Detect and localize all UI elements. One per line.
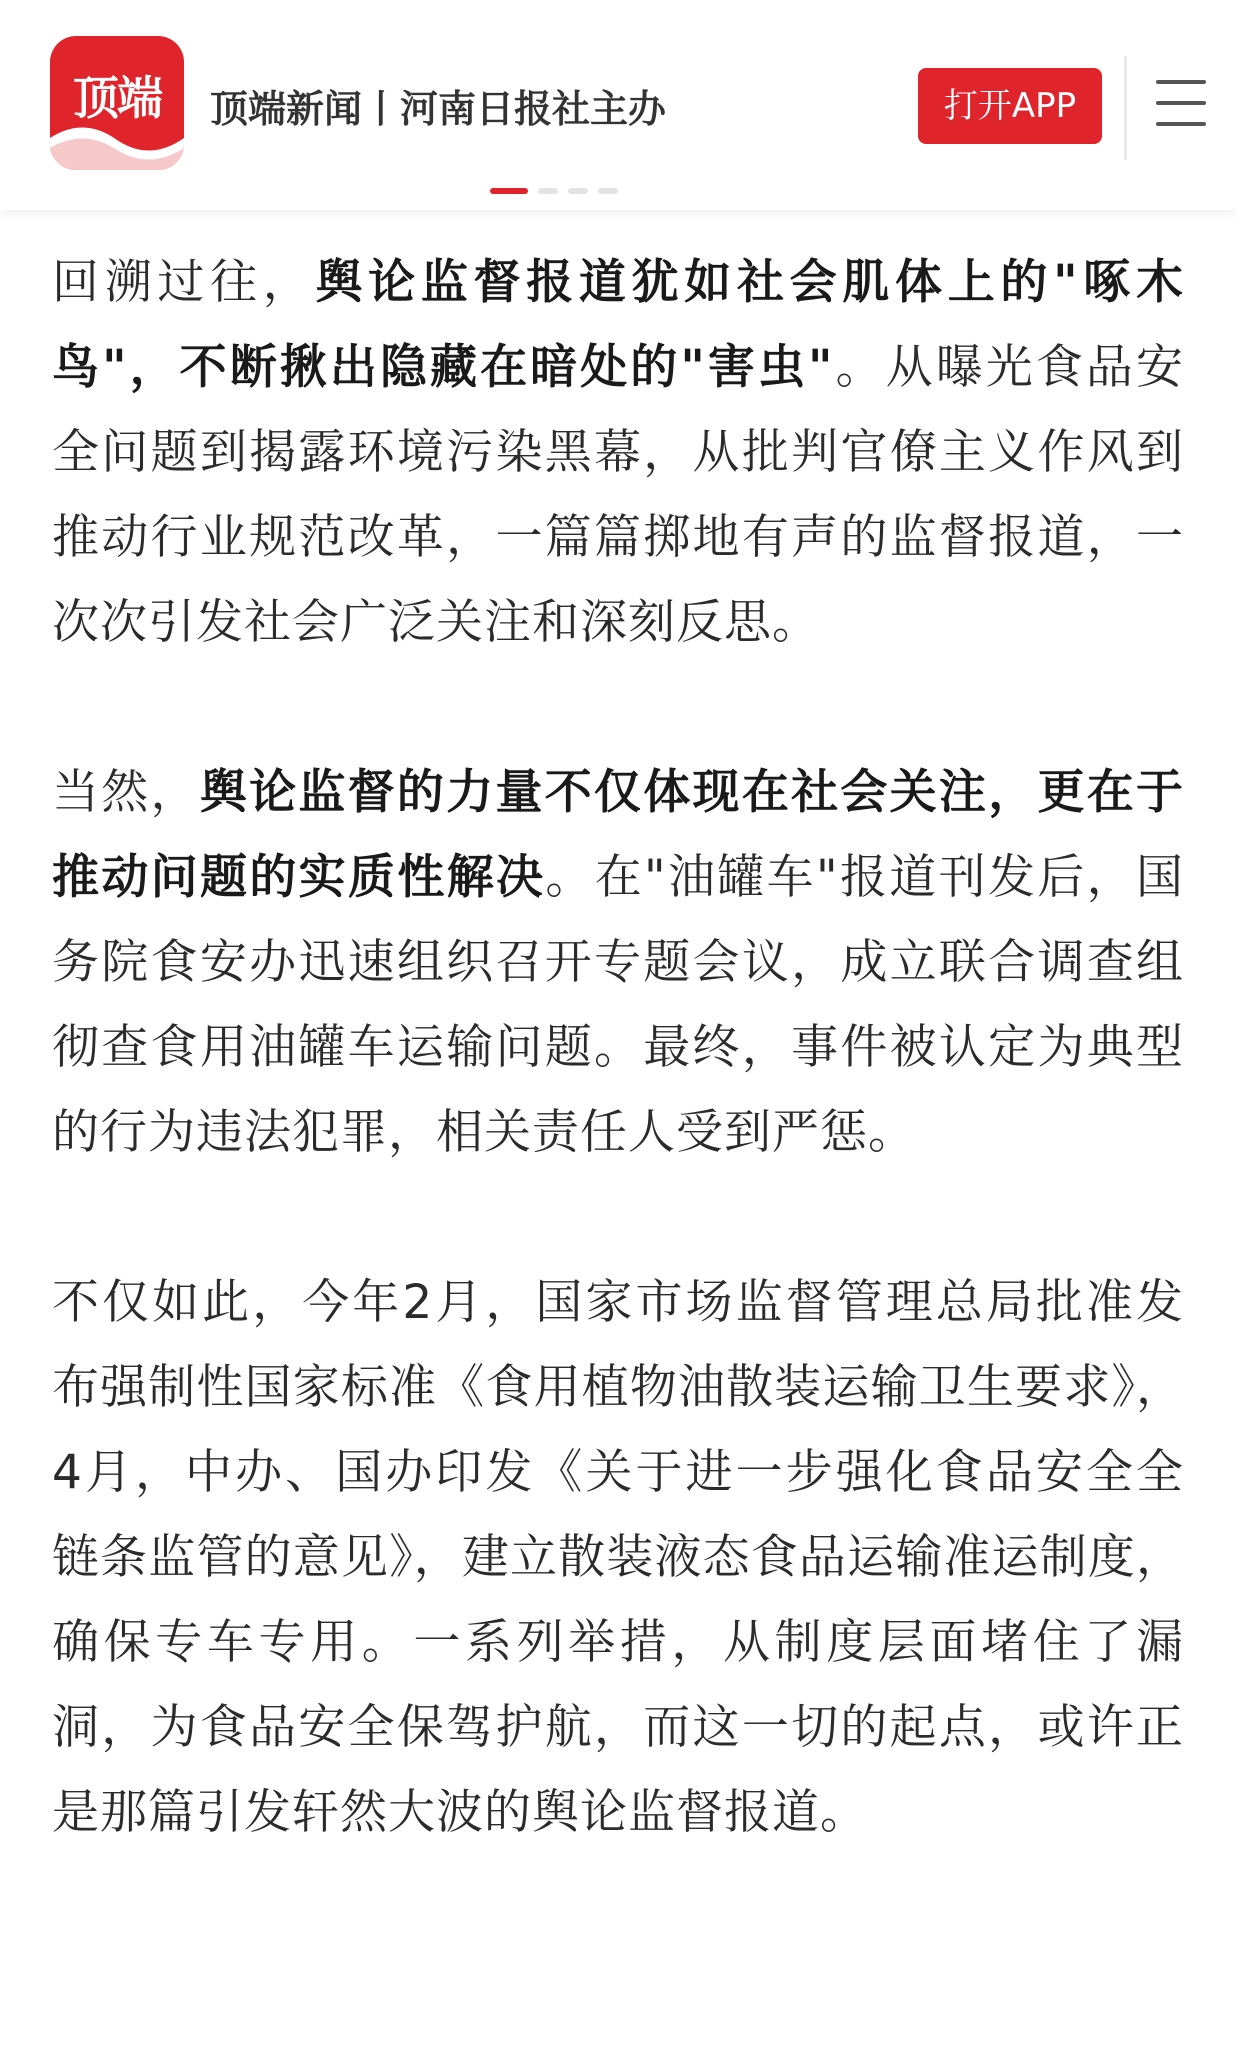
paragraph-text: 。在"油罐车"报道刊发后，国务院食安办迅速组织召开专题会议，成立联合调查组彻查食用油罐车运输问题。最终，事件被认定为典型的行为违法犯罪，相关责任人受到严惩。	[52, 850, 1184, 1160]
brand-title: 顶端新闻丨河南日报社主办	[210, 86, 667, 131]
carousel-dot-active[interactable]	[490, 188, 528, 194]
menu-icon[interactable]	[1156, 80, 1206, 126]
header-divider	[1124, 56, 1127, 160]
paragraph-bold-highlight: 舆论监督的力量不仅体现在社会关注，更在于推动问题的实质性解决	[52, 765, 1185, 905]
paragraph-lead: 当然，	[52, 765, 200, 820]
paragraph-text: 。从曝光食品安全问题到揭露环境污染黑幕，从批判官僚主义作风到推动行业规范改革，一篇篇掷地有声的监督报道，一次次引发社会广泛关注和深刻反思。	[52, 340, 1184, 650]
paragraph-bold-highlight: 舆论监督报道犹如社会肌体上的"啄木鸟"，不断揪出隐藏在暗处的"害虫"	[52, 255, 1184, 395]
paragraph-text: 不仅如此，今年2月，国家市场监督管理总局批准发布强制性国家标准《食用植物油散装运输卫生要求》，4月，中办、国办印发《关于进一步强化食品安全全链条监管的意见》，建立散装液态食品运输准运制度，确保专车专用。一系列举措，从制度层面堵住了漏洞，为食品安全保驾护航，而这一切的起点，或许正是那篇引发轩然大波的舆论监督报道。	[52, 1275, 1184, 1840]
article-paragraph-3	[52, 1260, 1184, 1855]
logo-wave-icon	[50, 114, 184, 170]
top-bar	[0, 0, 1236, 210]
logo-text: 顶端	[73, 71, 161, 125]
paragraph-lead: 回溯过往，	[52, 255, 316, 310]
carousel-dot[interactable]	[538, 188, 558, 194]
article-paragraph-1	[52, 240, 1184, 665]
carousel-dot[interactable]	[598, 188, 618, 194]
article-paragraph-2	[52, 750, 1184, 1175]
article-body	[52, 240, 1184, 1940]
open-app-button[interactable]: 打开APP	[918, 68, 1102, 144]
carousel-dot[interactable]	[568, 188, 588, 194]
app-logo[interactable]	[50, 36, 184, 170]
